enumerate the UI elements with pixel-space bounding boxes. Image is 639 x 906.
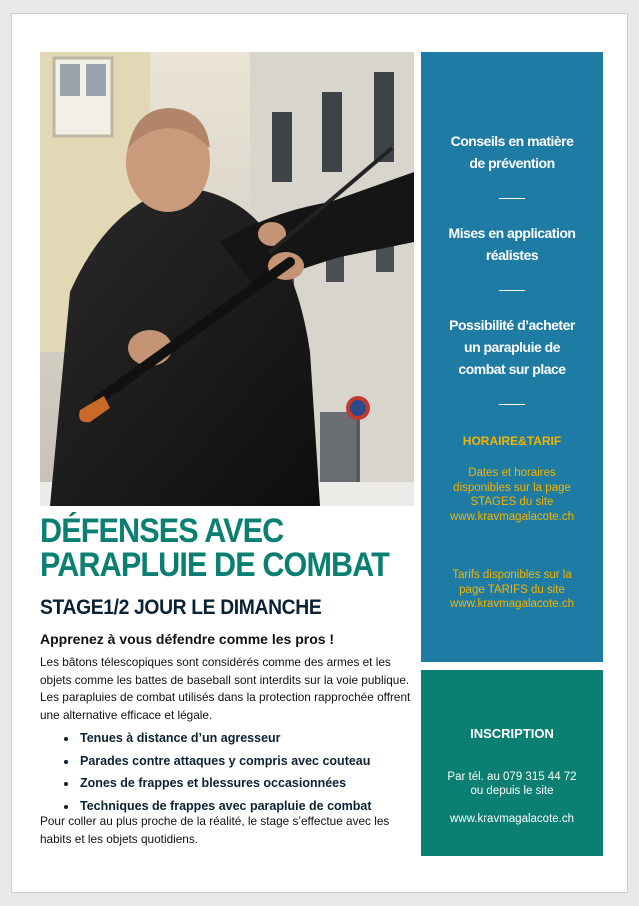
website-link[interactable]: www.kravmagalacote.ch [450, 598, 574, 610]
hero-photo [40, 52, 414, 506]
bullet-item: • Tenues à distance d’un agresseur [78, 727, 438, 750]
inscription-website[interactable]: www.kravmagalacote.ch [450, 813, 574, 825]
flyer-page [11, 13, 628, 893]
title-line-2: PARAPLUIE DE COMBAT [40, 546, 389, 584]
separator [499, 198, 525, 199]
feature-line: Conseils en matière [450, 133, 574, 149]
schedule-line: disponibles sur la page [453, 481, 571, 494]
bullet-item: • Parades contre attaques y compris avec couteau [78, 750, 438, 773]
schedule-line: Dates et horaires [468, 467, 556, 479]
feature-line: Possibilité d’acheter [449, 317, 575, 333]
main-title [40, 514, 391, 582]
schedule-info [429, 466, 595, 524]
feature-prevention [433, 130, 591, 174]
intro-heading: Apprenez à vous défendre comme les pros ! [40, 631, 335, 647]
feature-line: combat sur place [458, 361, 566, 377]
instructor-umbrella-illustration [40, 52, 414, 506]
inscription-title: INSCRIPTION [470, 726, 554, 741]
subtitle: STAGE1/2 JOUR LE DIMANCHE [40, 596, 322, 619]
feature-line: un parapluie de [464, 339, 560, 355]
inscription-phone [429, 770, 595, 798]
closing-paragraph: Pour coller au plus proche de la réalité, le stage s’effectue avec les habits et les objets quotidiens. [40, 814, 390, 846]
tariff-line: page TARIFS du site [459, 583, 565, 596]
feature-line: de prévention [469, 155, 555, 171]
separator [499, 290, 525, 291]
phone-line: Par tél. au 079 315 44 72 [447, 771, 577, 783]
phone-line: ou depuis le site [470, 785, 554, 797]
feature-line: Mises en application [448, 225, 576, 241]
bullet-item: • Zones de frappes et blessures occasionnées [78, 772, 438, 795]
website-link[interactable]: www.kravmagalacote.ch [450, 510, 574, 523]
info-sidebar [421, 52, 603, 662]
separator [499, 404, 525, 405]
feature-purchase [433, 314, 591, 380]
feature-bullet-list [52, 727, 438, 817]
feature-realistic [433, 222, 591, 266]
title-line-1: DÉFENSES AVEC [40, 512, 284, 550]
inscription-panel [421, 670, 603, 856]
bullet-item: • Techniques de frappes avec parapluie de combat [78, 795, 438, 818]
feature-line: réalistes [485, 247, 539, 263]
tariff-info [429, 568, 595, 612]
schedule-title: HORAIRE&TARIF [462, 434, 562, 448]
schedule-line: STAGES du site [470, 496, 554, 508]
tariff-line: Tarifs disponibles sur la [452, 569, 572, 581]
body-paragraph: Les bâtons télescopiques sont considérés comme des armes et les objets comme les battes de baseball sont interdits sur la voie publique. Les parapluies de combat utilisés dans la protection rapprochée offrent une alternative efficace et légale. [40, 655, 411, 722]
